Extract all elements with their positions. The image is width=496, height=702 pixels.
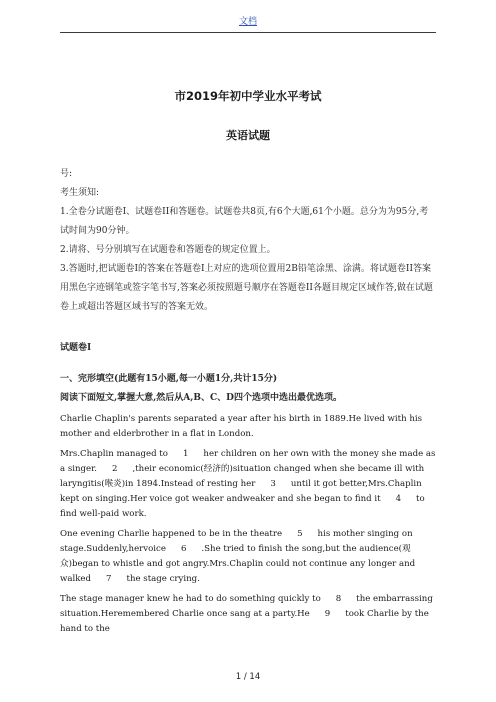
passage-text: .She tried to finish the song,but the audience(观众)began to whistle and got angry.Mrs.Chaplin could not continue any longer and walked [60,544,416,584]
blank-number: 3 [270,479,276,489]
blank-number: 1 [182,449,189,459]
blank-number: 5 [297,529,303,539]
passage-text: ,their economic(经济的)situation changed when she became ill with laryngitis(喉炎)in 1894.Instead of resting her [60,464,425,489]
note-1: 1.全卷分试题卷I、试题卷II和答题卷。试题卷共8页,有6个大题,61个小题。总分为为95分,考试时间为90分钟。 [60,207,429,236]
passage-text: his mother singing on stage.Suddenly,hervoice [60,529,413,554]
passage-text: the embarrassing situation.Heremembered Charlie once sang at a party.He [60,594,433,619]
passage-text: The stage manager knew he had to do something quickly to [60,594,321,604]
passage-paragraph-2 [60,447,436,522]
blank-number: 9 [324,609,331,619]
blank-number: 6 [180,544,187,554]
instruction: 阅读下面短文,掌握大意,然后从A,B、C、D四个选项中选出最优选项。 [60,393,342,403]
passage-text: One evening Charlie happened to be in the theatre [60,529,283,539]
note-2: 2.请将、号分别填写在试题卷和答题卷的规定位置上。 [60,245,276,255]
header-divider [60,32,436,33]
blank-number: 2 [112,464,118,474]
blank-number: 8 [335,594,342,604]
part-heading: 一、完形填空(此题有15小题,每一小题1分,共计15分) [60,374,278,384]
blank-number: 4 [395,494,402,504]
passage-text: the stage crying. [126,574,200,584]
number-field-label: 号: [60,169,73,179]
note-3: 3.答题时,把试题卷I的答案在答题卷I上对应的选项位置用2B铅笔涂黑、涂满。将试题卷II答案用黑色字迹钢笔或签字笔书写,答案必须按照题号顺序在答题卷II各题目规定区域作答,做在试题卷上或超出答题区域书写的答案无效。 [60,264,433,312]
passage-paragraph-1: Charlie Chaplin's parents separated a year after his birth in 1889.He lived with his mother and elderbrother in a flat in London. [60,414,423,439]
passage-text: took Charlie by the hand to the [60,609,429,634]
section-label: 试题卷I [60,343,92,353]
blank-number: 7 [106,574,112,584]
passage-text: Mrs.Chaplin managed to [60,449,168,459]
document-header-link[interactable]: 文档 [238,17,257,27]
passage-text: to find well-paid work. [60,494,425,519]
document-page [60,88,436,637]
passage-text: until it got better,Mrs.Chaplin kept on singing.Her voice got weaker andweaker and she began to find it [60,479,422,504]
exam-title: 市2019年初中学业水平考试 [174,89,322,103]
exam-subtitle: 英语试题 [226,129,270,142]
passage-paragraph-3 [60,527,436,587]
passage-paragraph-4 [60,592,436,637]
passage-text: her children on her own with the money she made as a singer. [60,449,436,474]
page-number: 1 / 14 [235,672,261,682]
notice-label: 考生须知: [60,188,100,198]
